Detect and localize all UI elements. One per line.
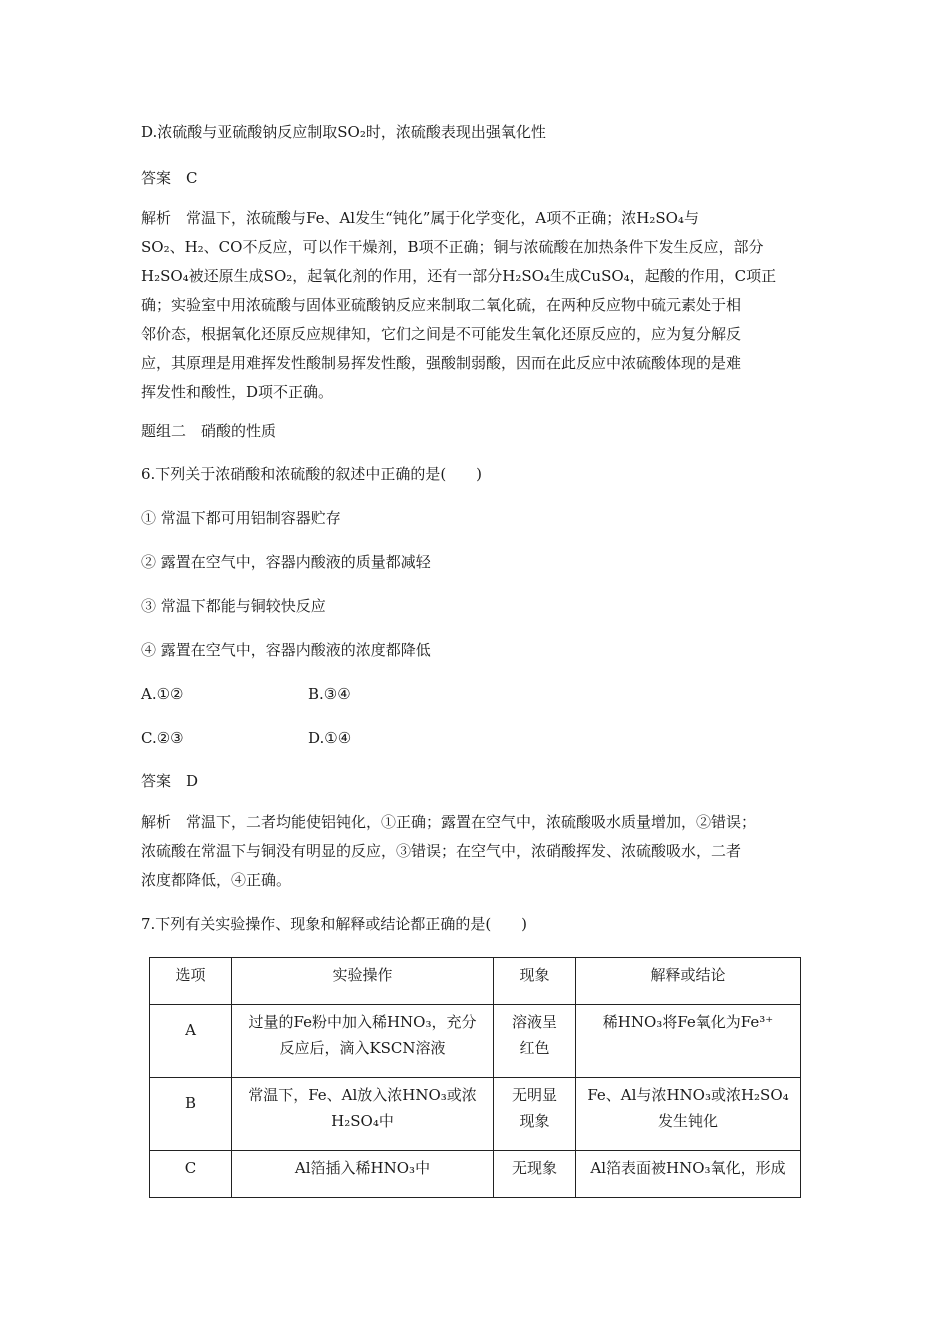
- table-row: [150, 1151, 801, 1198]
- q5-option-d: D.浓硫酸与亚硫酸钠反应制取SO₂时，浓硫酸表现出强氧化性: [141, 123, 546, 141]
- header-conclusion: 解释或结论: [576, 958, 801, 1005]
- explanation-line: 解析 常温下，二者均能使铝钝化，①正确；露置在空气中，浓硫酸吸水质量增加，②错误；: [141, 813, 757, 831]
- table-header-row: [150, 958, 801, 1005]
- row-phenomenon: 溶液呈 红色: [494, 1005, 576, 1078]
- q6-option-c: C.②③: [141, 729, 184, 747]
- q6-answer: 答案 D: [141, 772, 199, 790]
- row-phenomenon: 无明显 现象: [494, 1078, 576, 1151]
- q6-statement: ④ 露置在空气中，容器内酸液的浓度都降低: [141, 641, 431, 659]
- q6-option-b: B.③④: [308, 685, 351, 703]
- table-row: [150, 1078, 801, 1151]
- q7-stem: 7.下列有关实验操作、现象和解释或结论都正确的是( ): [141, 915, 528, 933]
- q6-option-a: A.①②: [141, 685, 184, 703]
- explanation-line: 挥发性和酸性，D项不正确。: [141, 383, 334, 401]
- q7-table: [149, 957, 801, 1198]
- explanation-line: 邻价态，根据氧化还原反应规律知，它们之间是不可能发生氧化还原反应的，应为复分解反: [141, 325, 742, 343]
- row-option: A: [150, 1005, 232, 1078]
- q6-option-d: D.①④: [308, 729, 352, 747]
- q6-explanation: [141, 808, 813, 895]
- explanation-line: SO₂、H₂、CO不反应，可以作干燥剂，B项不正确；铜与浓硫酸在加热条件下发生反应，部分: [141, 238, 764, 256]
- table-row: [150, 1005, 801, 1078]
- explanation-line: H₂SO₄被还原生成SO₂，起氧化剂的作用，还有一部分H₂SO₄生成CuSO₄，起酸的作用，C项正: [141, 267, 777, 285]
- row-option: C: [150, 1151, 232, 1198]
- q6-statement: ③ 常温下都能与铜较快反应: [141, 597, 326, 615]
- row-operation: Al箔插入稀HNO₃中: [232, 1151, 494, 1198]
- q5-answer: 答案 C: [141, 169, 198, 187]
- row-conclusion: 稀HNO₃将Fe氧化为Fe³⁺: [576, 1005, 801, 1078]
- row-operation: 常温下，Fe、Al放入浓HNO₃或浓 H₂SO₄中: [232, 1078, 494, 1151]
- section-title: 题组二 硝酸的性质: [141, 422, 277, 440]
- explanation-line: 浓度都降低，④正确。: [141, 871, 292, 889]
- row-option: B: [150, 1078, 232, 1151]
- explanation-line: 浓硫酸在常温下与铜没有明显的反应，③错误；在空气中，浓硝酸挥发、浓硫酸吸水，二者: [141, 842, 742, 860]
- header-phenomenon: 现象: [494, 958, 576, 1005]
- q6-statement: ② 露置在空气中，容器内酸液的质量都减轻: [141, 553, 431, 571]
- q6-stem: 6.下列关于浓硝酸和浓硫酸的叙述中正确的是( ): [141, 465, 483, 483]
- row-conclusion: Al箔表面被HNO₃氧化，形成: [576, 1151, 801, 1198]
- explanation-line: 确；实验室中用浓硫酸与固体亚硫酸钠反应来制取二氧化硫，在两种反应物中硫元素处于相: [141, 296, 742, 314]
- header-option: 选项: [150, 958, 232, 1005]
- explanation-line: 应，其原理是用难挥发性酸制易挥发性酸，强酸制弱酸，因而在此反应中浓硫酸体现的是难: [141, 354, 742, 372]
- row-phenomenon: 无现象: [494, 1151, 576, 1198]
- row-operation: 过量的Fe粉中加入稀HNO₃，充分 反应后，滴入KSCN溶液: [232, 1005, 494, 1078]
- q6-statement: ① 常温下都可用铝制容器贮存: [141, 509, 341, 527]
- explanation-line: 解析 常温下，浓硫酸与Fe、Al发生“钝化”属于化学变化，A项不正确；浓H₂SO₄与: [141, 209, 699, 227]
- q5-explanation: [141, 204, 813, 407]
- row-conclusion: Fe、Al与浓HNO₃或浓H₂SO₄ 发生钝化: [576, 1078, 801, 1151]
- header-operation: 实验操作: [232, 958, 494, 1005]
